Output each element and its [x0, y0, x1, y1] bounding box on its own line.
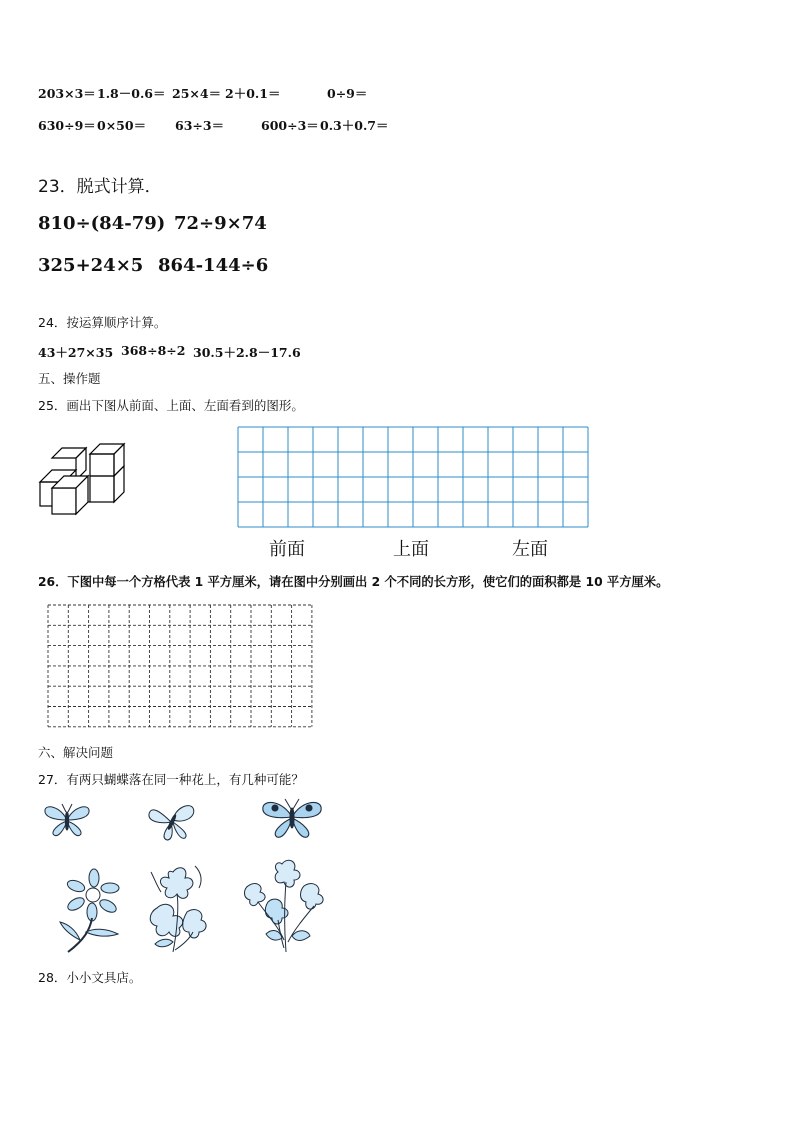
calc-1-3: 25×4＝	[172, 86, 222, 101]
butterfly-1-icon	[42, 800, 92, 840]
label-left-view: 左面	[512, 539, 548, 560]
calc-1-1: 203×3＝	[38, 86, 96, 101]
calc-1-2: 1.8－0.6＝	[97, 86, 166, 101]
q27-title: 27．有两只蝴蝶落在同一种花上，有几种可能？	[38, 772, 304, 787]
q24-expr-2: 368÷8÷2	[121, 343, 186, 358]
q23-title: 23．脱式计算．	[38, 177, 162, 197]
q23-expr-3: 325+24×5	[38, 255, 144, 276]
q24-title: 24．按运算顺序计算。	[38, 315, 167, 330]
flower-3-icon	[238, 856, 330, 954]
q23-expr-1: 810÷(84-79)	[38, 213, 166, 234]
calc-1-5: 0÷9＝	[327, 86, 368, 101]
calc-2-3: 63÷3＝	[175, 118, 225, 133]
q28-title: 28．小小文具店。	[38, 970, 142, 985]
q25-title: 25．画出下图从前面、上面、左面看到的图形。	[38, 398, 304, 413]
q23-expr-4: 864-144÷6	[158, 255, 269, 276]
q24-expr-1: 43＋27×35	[38, 345, 114, 360]
calc-2-4: 600÷3＝	[261, 118, 319, 133]
label-top-view: 上面	[393, 539, 429, 560]
flower-2-icon	[143, 862, 213, 954]
section-6-heading: 六、解决问题	[38, 745, 114, 760]
label-front-view: 前面	[269, 539, 305, 560]
calc-1-4: 2＋0.1＝	[225, 86, 281, 101]
butterfly-3-icon	[259, 797, 325, 841]
q24-expr-3: 30.5＋2.8－17.6	[193, 345, 301, 360]
q23-expr-2: 72÷9×74	[174, 213, 267, 234]
q26-title: 26．下图中每一个方格代表 1 平方厘米，请在图中分别画出 2 个不同的长方形，使它们的面积都是 10 平方厘米。	[38, 575, 669, 589]
calc-2-1: 630÷9＝	[38, 118, 96, 133]
calc-2-2: 0×50＝	[97, 118, 147, 133]
flower-1-icon	[58, 870, 122, 954]
drawing-grid-rectangles[interactable]	[47, 604, 313, 728]
section-5-heading: 五、操作题	[38, 371, 101, 386]
cube-stack-figure	[38, 440, 130, 520]
butterfly-2-icon	[145, 800, 197, 842]
drawing-grid-views[interactable]	[237, 426, 589, 528]
calc-2-5: 0.3＋0.7＝	[320, 118, 389, 133]
